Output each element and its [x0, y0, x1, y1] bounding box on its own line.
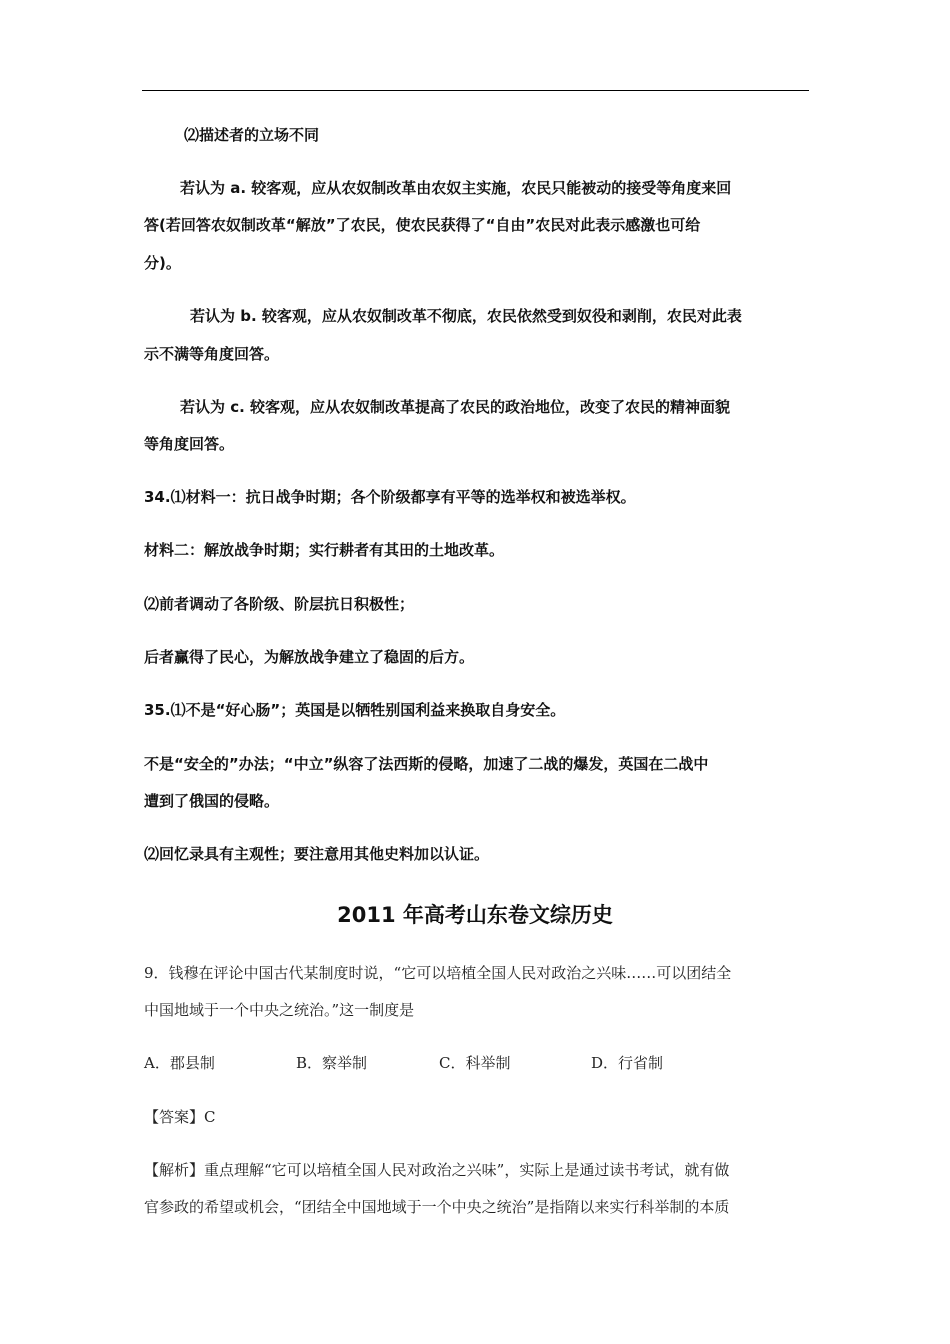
paragraph-b-line1: 若认为 b. 较客观，应从农奴制改革不彻底，农民依然受到奴役和剥削，农民对此表 [190, 307, 742, 325]
q35-part1-line2: 不是“安全的”办法；“中立”纵容了法西斯的侵略，加速了二战的爆发，英国在二战中 [144, 755, 709, 773]
q9-analysis-line1: 【解析】重点理解“它可以培植全国人民对政治之兴味”，实际上是通过读书考试，就有做 [144, 1161, 730, 1179]
q34-material-one: 34.⑴材料一：抗日战争时期；各个阶级都享有平等的选举权和被选举权。 [144, 488, 636, 506]
q9-stem-line1: 9．钱穆在评论中国古代某制度时说，“它可以培植全国人民对政治之兴味……可以团结全 [144, 964, 732, 982]
q35-part1-line1: 35.⑴不是“好心肠”；英国是以牺牲别国利益来换取自身安全。 [144, 701, 566, 719]
header-rule [142, 90, 809, 91]
q9-option-a: A．郡县制 [144, 1054, 215, 1072]
q9-option-b: B．察举制 [296, 1054, 368, 1072]
q35-part1-line3: 遭到了俄国的侵略。 [144, 792, 280, 810]
paragraph-b-line2: 示不满等角度回答。 [144, 345, 280, 363]
q9-analysis-line2: 官参政的希望或机会，“团结全中国地域于一个中央之统治”是指隋以来实行科举制的本质 [144, 1198, 730, 1216]
q9-answer: 【答案】C [144, 1108, 216, 1126]
q9-option-c: C．科举制 [439, 1054, 511, 1072]
q34-part2-line2: 后者赢得了民心，为解放战争建立了稳固的后方。 [144, 648, 475, 666]
paragraph-a-line3: 分)。 [144, 254, 181, 272]
paragraph-a-line2: 答(若回答农奴制改革“解放”了农民，使农民获得了“自由”农民对此表示感激也可给 [144, 216, 701, 234]
q34-material-two: 材料二：解放战争时期；实行耕者有其田的土地改革。 [144, 541, 505, 559]
paragraph-stance: ⑵描述者的立场不同 [184, 126, 320, 144]
paragraph-c-line1: 若认为 c. 较客观，应从农奴制改革提高了农民的政治地位，改变了农民的精神面貌 [180, 398, 731, 416]
paragraph-c-line2: 等角度回答。 [144, 435, 235, 453]
q9-option-d: D．行省制 [591, 1054, 664, 1072]
q9-stem-line2: 中国地域于一个中央之统治。”这一制度是 [144, 1001, 415, 1019]
exam-title: 2011 年高考山东卷文综历史 [337, 903, 613, 927]
q34-part2-line1: ⑵前者调动了各阶级、阶层抗日积极性； [144, 595, 415, 613]
paragraph-a-line1: 若认为 a. 较客观，应从农奴制改革由农奴主实施，农民只能被动的接受等角度来回 [180, 179, 732, 197]
q35-part2: ⑵回忆录具有主观性；要注意用其他史料加以认证。 [144, 845, 490, 863]
